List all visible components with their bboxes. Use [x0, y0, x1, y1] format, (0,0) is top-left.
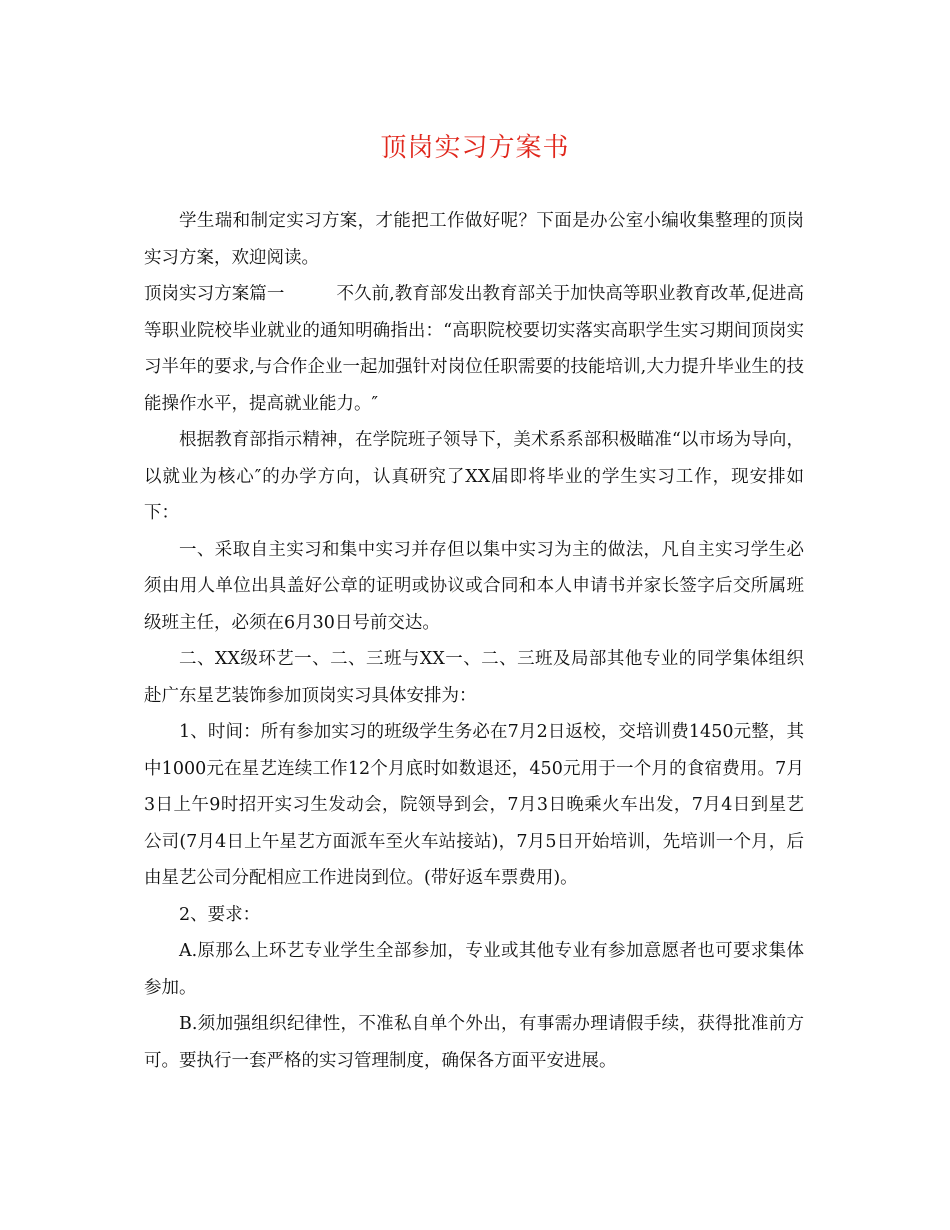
paragraph-time: 1、时间：所有参加实习的班级学生务必在7月2日返校，交培训费1450元整，其中1000元在星艺连续工作12个月底时如数退还，450元用于一个月的食宿费用。7月3日上午9时招开实习生发动会，院领导到会，7月3日晚乘火车出发，7月4日到星艺公司(7月4日上午星艺方面派车至火车站接站)，7月5日开始培训，先培训一个月，后由星艺公司分配相应工作进岗到位。(带好返车票费用)。	[144, 722, 804, 888]
paragraph-item-two: 二、XX级环艺一、二、三班与XX一、二、三班及局部其他专业的同学集体组织赴广东星艺装饰参加顶岗实习具体安排为：	[144, 649, 804, 706]
paragraph-requirement-a: A.原那么上环艺专业学生全部参加，专业或其他专业有参加意愿者也可要求集体参加。	[144, 941, 804, 998]
section-label: 顶岗实习方案篇一	[144, 284, 285, 304]
paragraph-requirements-heading: 2、要求：	[179, 904, 261, 925]
section-one-text: 不久前,教育部发出教育部关于加快高等职业教育改革,促进高等职业院校毕业就业的通知明确指出：“高职院校要切实落实高职学生实习期间顶岗实习半年的要求,与合作企业一起加强针对岗位任职需要的技能培训,大力提升毕业生的技能操作水平，提高就业能力。″	[144, 284, 805, 414]
paragraph-item-one: 一、采取自主实习和集中实习并存但以集中实习为主的做法，凡自主实习学生必须由用人单位出具盖好公章的证明或协议或合同和本人申请书并家长签字后交所属班级班主任，必须在6月30日号前交达。	[144, 539, 804, 633]
document-title: 顶岗实习方案书	[380, 133, 570, 163]
paragraph-intro: 学生瑞和制定实习方案，才能把工作做好呢？下面是办公室小编收集整理的顶岗实习方案，欢迎阅读。	[144, 211, 804, 268]
paragraph-guidance: 根据教育部指示精神，在学院班子领导下，美术系系部积极瞄准“以市场为导向，以就业为核心″的办学方向，认真研究了XX届即将毕业的学生实习工作，现安排如下：	[144, 430, 804, 523]
paragraph-requirement-b: B.须加强组织纪律性，不准私自单个外出，有事需办理请假手续，获得批准前方可。要执行一套严格的实习管理制度，确保各方面平安进展。	[144, 1014, 804, 1071]
document-body	[144, 203, 804, 1079]
paragraph-section-one	[144, 276, 804, 422]
